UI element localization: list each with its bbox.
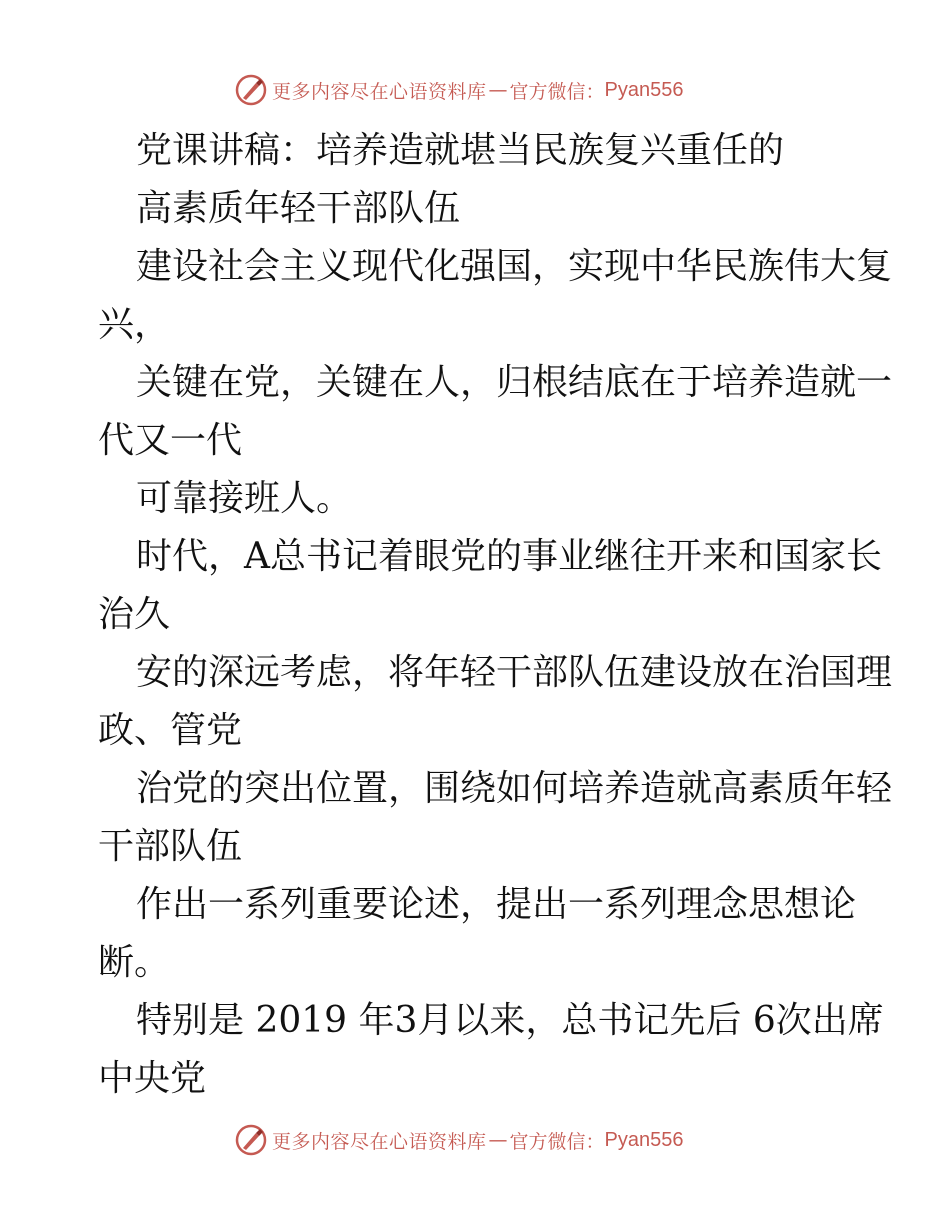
text-line: 党课讲稿：培养造就堪当民族复兴重任的 — [136, 130, 785, 171]
text-line: 建设社会主义现代化强国，实现中华民族伟大复 — [136, 246, 893, 287]
text-line: 关键在党，关键在人，归根结底在于培养造就一 — [136, 362, 893, 403]
text-line: 安的深远考虑，将年轻干部队伍建设放在治国理 — [136, 652, 893, 693]
document-body — [98, 122, 893, 1108]
watermark-separator: — — [488, 79, 508, 101]
text-line: 代又一代 — [98, 420, 243, 461]
watermark-wechat-id: Pyan556 — [604, 78, 684, 101]
text-line: 断。 — [98, 942, 171, 983]
pen-logo-icon — [234, 73, 268, 107]
footer-watermark — [234, 1122, 754, 1158]
text-line: 政、管党 — [98, 710, 243, 751]
watermark-wechat-label: 官方微信： — [509, 1130, 605, 1153]
text-line: 中央党 — [98, 1058, 207, 1099]
text-line: 治党的突出位置，围绕如何培养造就高素质年轻 — [136, 768, 893, 809]
text-line: 治久 — [98, 594, 171, 635]
header-watermark — [234, 72, 754, 108]
text-line: 可靠接班人。 — [136, 478, 353, 519]
watermark-text: 更多内容尽在心语资料库 — [272, 1130, 487, 1153]
text-line: 高素质年轻干部队伍 — [136, 188, 461, 229]
text-line: 作出一系列重要论述，提出一系列理念思想论 — [136, 884, 857, 925]
text-line: 特别是 2019 年3月以来，总书记先后 6次出席 — [136, 1000, 884, 1041]
pen-logo-icon — [234, 1123, 268, 1157]
watermark-text: 更多内容尽在心语资料库 — [272, 80, 487, 103]
watermark-separator: — — [488, 1129, 508, 1151]
text-line: 干部队伍 — [98, 826, 243, 867]
watermark-wechat-id: Pyan556 — [604, 1128, 684, 1151]
text-line: 兴， — [98, 304, 171, 345]
text-line: 时代，A总书记着眼党的事业继往开来和国家长 — [136, 536, 882, 577]
watermark-wechat-label: 官方微信： — [509, 80, 605, 103]
